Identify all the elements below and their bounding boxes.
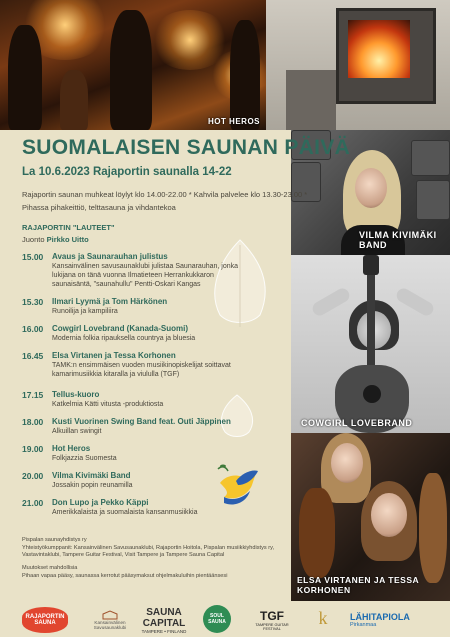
- note-title: Muutokset mahdollisia: [22, 565, 78, 571]
- peace-dove-icon: [212, 455, 262, 510]
- program-desc: Alkuillan swingit: [52, 428, 102, 435]
- program-desc: Modernia folkia ripauksella countrya ja bluesia: [52, 335, 196, 342]
- program-time: 15.30: [22, 297, 44, 307]
- page-title: SUOMALAISEN SAUNAN PÄIVÄ: [22, 136, 351, 159]
- program-desc: Katkelmia Kätti vitusta -produktiosta: [52, 401, 164, 408]
- hot-heros-caption: HOT HEROS: [207, 117, 260, 126]
- program-desc: TAMK:n ensimmäisen vuoden musiikinopiskelijat soittavat kamarimusiikkia kitaralla ja viululla (TGF): [52, 362, 231, 378]
- note-text: Pihaan vapaa pääsy, saunassa kerrotut pääsymaksut ohjelmakuluihin pientäänsesi: [22, 572, 228, 579]
- sponsor-logos: [0, 601, 450, 637]
- program-title: Don Lupo ja Pekko Käppi: [52, 498, 149, 507]
- program-time: 18.00: [22, 417, 44, 427]
- rajaportin-sauna-logo: RAJAPORTIN SAUNA: [22, 607, 68, 633]
- program-title: Avaus ja Saunarauhan julistus: [52, 252, 168, 261]
- host-name: Pirkko Uitto: [46, 235, 89, 244]
- footer-organizers: [22, 537, 282, 560]
- program-desc: Folkjazzia Suomesta: [52, 455, 117, 462]
- hot-heros-photo: [0, 0, 266, 130]
- k-logo: k: [318, 607, 328, 628]
- host-line: [22, 235, 89, 244]
- program-time: 16.00: [22, 324, 44, 334]
- program-title: Hot Heros: [52, 444, 91, 453]
- tgf-logo: TGF TAMPERE GUITAR FESTIVAL: [255, 609, 289, 631]
- program-item: [22, 252, 290, 292]
- event-date: La 10.6.2023 Rajaportin saunalla 14-22: [22, 166, 232, 178]
- program-time: 20.00: [22, 471, 44, 481]
- elsa-tessa-photo: [291, 433, 450, 601]
- program-title: Ilmari Lyymä ja Tom Härkönen: [52, 297, 168, 306]
- organizer: Pispalan saunayhdistys ry: [22, 537, 87, 543]
- program-desc: Runoilija ja kampiliira: [52, 308, 118, 315]
- program-time: 15.00: [22, 252, 44, 262]
- program-time: 21.00: [22, 498, 44, 508]
- savusaunaklubi-logo: Kansainvälinen Savusaunaklubi: [90, 607, 130, 633]
- elsa-caption: ELSA VIRTANEN JA TESSA KORHONEN: [297, 575, 419, 595]
- sauna-stove-photo: [266, 0, 450, 130]
- host-prefix: Juonto: [22, 235, 45, 244]
- footer-notes: [22, 565, 282, 580]
- vilma-caption: VILMA KIVIMÄKI BAND: [359, 230, 437, 250]
- program-title: Tellus-kuoro: [52, 390, 100, 399]
- program-time: 16.45: [22, 351, 44, 361]
- info-line-1: Rajaportin saunan muhkeat löylyt klo 14.00-22.00 * Kahvila palvelee klo 13.30-23.00 *: [22, 190, 308, 199]
- program-time: 19.00: [22, 444, 44, 454]
- program-desc: Kansainvälinen savusaunaklubi julistaa Saunarauhan, jonka lukijana on tänä vuonna Ilmatieteen Herrankukkaron saunaisäntä, "saunahullu" Pentti-Oskari Kangas: [52, 263, 239, 288]
- sauna-capital-logo: SAUNA CAPITAL TAMPERE • FINLAND: [141, 606, 187, 634]
- program-title: Kusti Vuorinen Swing Band feat. Outi Jäppinen: [52, 417, 231, 426]
- program-title: Cowgirl Lovebrand (Kanada-Suomi): [52, 324, 189, 333]
- program-desc: Amerikkalaista ja suomalaista kansanmusiikkia: [52, 509, 198, 516]
- partners: Yhteistyökumppanit: Kansainvälinen Savusaunaklubi, Rajaportin Hoitola, Pispalan musiikkiyhdistys ry, Vastavintaklubi, Tampere Guitar Festival, Visit Tampere ja Tampere Sauna Capital: [22, 544, 275, 558]
- cowgirl-lovebrand-photo: [291, 255, 450, 433]
- program-title: Vilma Kivimäki Band: [52, 471, 131, 480]
- house-icon: [102, 610, 118, 620]
- cowgirl-caption: COWGIRL LOVEBRAND: [301, 418, 413, 428]
- section-title: RAJAPORTIN "LAUTEET": [22, 223, 115, 232]
- program-desc: Jossakin popin reunamilla: [52, 482, 133, 489]
- soul-sauna-logo: SOUL SAUNA: [203, 605, 231, 633]
- program-title: Elsa Virtanen ja Tessa Korhonen: [52, 351, 176, 360]
- lahitapiola-logo: LÄHITAPIOLA Pirkanmaa: [350, 612, 410, 628]
- info-line-2: Pihassa pihakeittiö, telttasauna ja vihdantekoa: [22, 203, 176, 212]
- program-time: 17.15: [22, 390, 44, 400]
